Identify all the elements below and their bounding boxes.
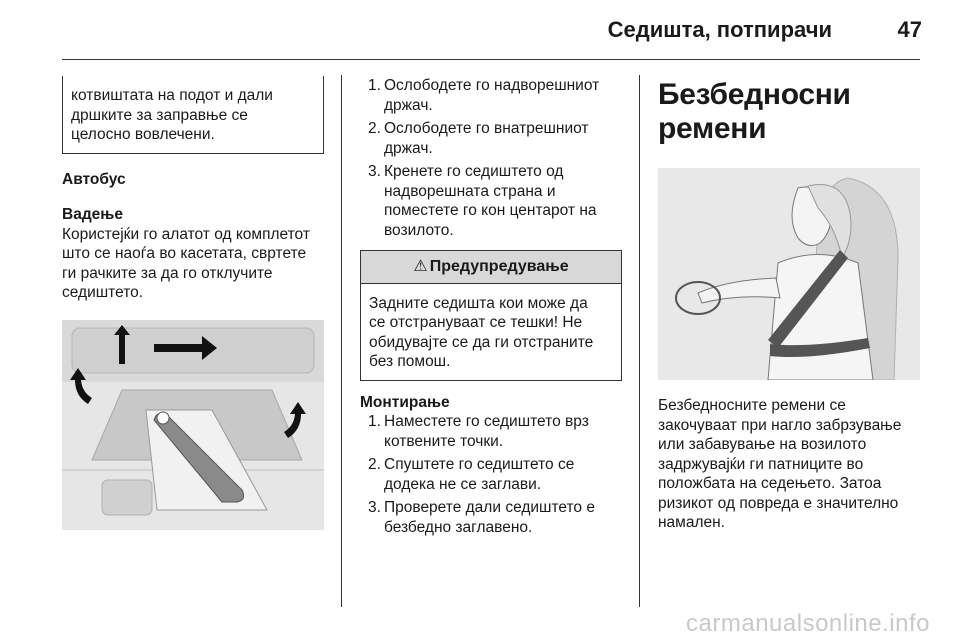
list-item: 2. Спуштете го седиштето се додека не се заглави.	[368, 456, 575, 493]
removal-steps	[360, 76, 622, 240]
header-divider	[62, 59, 920, 60]
list-item: 3. Проверете дали седиштето е безбедно заглавено.	[368, 499, 595, 536]
page-title: Седишта, потпирачи	[607, 17, 832, 42]
page-number: 47	[897, 17, 922, 42]
step-number: 3.	[368, 499, 381, 516]
para-line: Користејќи го алатот од комплетот	[62, 225, 310, 243]
column-left	[62, 72, 324, 530]
subheading-bus: Автобус	[62, 170, 126, 188]
section-title: Безбедносни ремени	[658, 78, 851, 145]
list-item: 2. Ослободете го внатрешниот држач.	[368, 120, 589, 157]
warning-header	[361, 251, 621, 284]
step-number: 1.	[368, 413, 381, 430]
warning-triangle-icon: ⚠	[413, 258, 428, 275]
note-line: котвиштата на подот и дали	[71, 87, 273, 104]
list-item: 1. Наместете го седиштето врз котвените точки.	[368, 413, 589, 450]
para-line: ги рачките за да го отклучите	[62, 264, 273, 282]
para-line: седиштето.	[62, 284, 144, 301]
list-item: 3. Кренете го седиштето од надворешната страна и поместете го кон центарот на возилото.	[368, 163, 597, 239]
warning-body: Задните седишта кои може да се отстрануваат се тешки! Не обидувајте се да ги отстраните без помош.	[369, 294, 594, 370]
column-divider-1	[341, 75, 342, 607]
seatbelt-illustration	[658, 168, 920, 380]
warning-box	[360, 250, 622, 381]
step-number: 2.	[368, 120, 381, 137]
step-number: 1.	[368, 77, 381, 94]
step-number: 3.	[368, 163, 381, 180]
step-number: 2.	[368, 456, 381, 473]
warning-title: Предупредување	[429, 258, 569, 275]
para-line: што се наоѓа во касетата, свртете	[62, 245, 307, 262]
subheading-removal: Вадење	[62, 206, 123, 223]
seatbelt-description: Безбедносните ремени се закочуваат при нагло забрзување или забавување на возилото задржувајќи ги патниците во положбата на седењето. Затоа ризикот од повреда е значително намален.	[658, 397, 902, 531]
watermark: carmanualsonline.info	[686, 610, 930, 637]
column-middle	[360, 72, 622, 541]
column-right	[658, 72, 920, 533]
seat-removal-illustration	[62, 320, 324, 530]
note-box	[62, 76, 324, 154]
note-line: дршките за заправње се	[71, 106, 248, 124]
subheading-installation: Монтирање	[360, 393, 450, 411]
column-divider-2	[639, 75, 640, 607]
note-line: целосно вовлечени.	[71, 126, 215, 143]
list-item: 1. Ослободете го надворешниот држач.	[368, 77, 600, 114]
installation-steps	[360, 412, 622, 537]
